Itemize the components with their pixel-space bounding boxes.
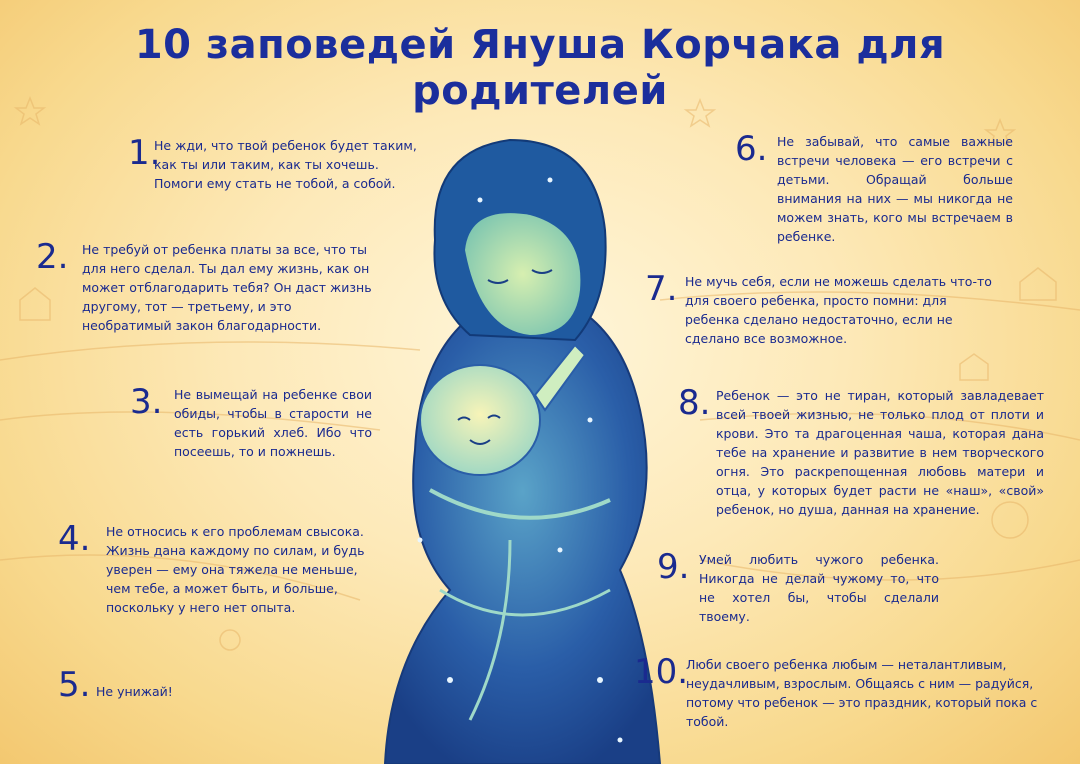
commandment-3 [130,382,375,465]
commandment-text: Не относись к его проблемам свысока. Жизнь дана каждому по силам, и будь уверен — ему она тяжела не меньше, чем тебе, а может быть, и больше, поскольку у него нет опыта. [106,524,365,615]
commandment-text: Люби своего ребенка любым — неталантливым, неудачливым, взрослым. Общаясь с ним — радуйся, потому что ребенок — это праздник, который пока с тобой. [686,657,1038,729]
mother-child-illustration [360,120,680,764]
commandment-number: 6. [735,129,768,169]
commandment-number: 1. [128,133,161,173]
commandment-6 [735,129,1015,244]
commandment-text: Не требуй от ребенка платы за все, что ты для него сделал. Ты дал ему жизнь, как он может отблагодарить тебя? Он даст жизнь другому, тот — третьему, и это необратимый закон благодарности. [82,242,372,333]
commandment-1 [128,133,428,206]
commandment-2 [36,237,386,340]
commandment-number: 10. [634,652,689,692]
commandment-number: 8. [678,383,711,423]
commandment-9 [657,547,942,630]
commandment-text: Умей любить чужого ребенка. Никогда не делай чужому то, что не хотел бы, чтобы сделали твоему. [699,552,939,624]
commandment-4 [58,519,388,622]
commandment-number: 9. [657,547,690,587]
commandment-text: Не жди, что твой ребенок будет таким, как ты или таким, как ты хочешь. Помоги ему стать не тобой, а собой. [154,138,417,191]
commandment-number: 5. [58,665,91,705]
commandment-5 [58,665,218,708]
commandment-7 [645,269,1005,352]
commandment-text: Не унижай! [96,684,173,699]
commandment-text: Не вымещай на ребенке свои обиды, чтобы в старости не есть горький хлеб. Ибо что посеешь, то и пожнешь. [174,387,372,459]
commandment-10 [634,652,1054,735]
commandment-number: 2. [36,237,69,277]
commandment-8 [678,383,1048,521]
page-title: 10 заповедей Януша Корчака для родителей [134,22,946,114]
commandment-number: 7. [645,269,678,309]
commandment-text: Не забывай, что самые важные встречи человека — его встречи с детьми. Обращай больше внимания на них — мы никогда не можем знать, кого мы встречаем в ребенке. [777,134,1013,244]
commandment-text: Не мучь себя, если не можешь сделать что-то для своего ребенка, просто помни: для ребенка сделано недостаточно, если не сделано все возможное. [685,274,992,346]
commandment-number: 3. [130,382,163,422]
commandment-number: 4. [58,519,91,559]
commandment-text: Ребенок — это не тиран, который завладевает всей твоей жизнью, не только плод от плоти и крови. Это та драгоценная чаша, которая дана тебе на хранение и развитие в нем творческого огня. Это раскрепощенная любовь матери и отца, у которых будет расти не «наш», «свой» ребенок, но душа, данная на хранение. [716,388,1044,517]
